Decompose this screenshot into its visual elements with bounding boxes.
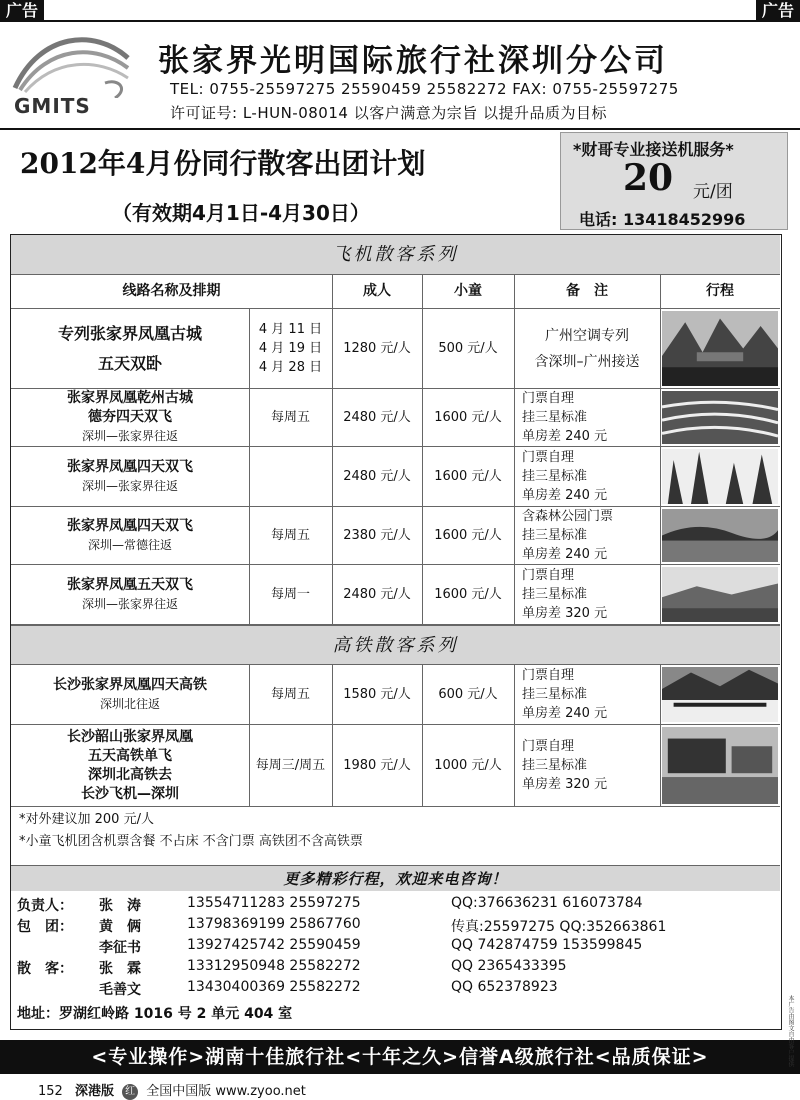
column-divider: [660, 389, 661, 447]
note-line: 门票自理: [522, 568, 575, 583]
route-name: 张家界凤凰四天双飞: [67, 458, 193, 475]
route-name: 深圳北高铁去: [88, 766, 172, 783]
pickup-service-promo: [560, 132, 788, 230]
page-footer: [38, 1080, 306, 1100]
adult-price: 2480 元/人: [343, 410, 411, 425]
column-divider: [514, 725, 515, 807]
column-divider: [249, 309, 250, 389]
adult-price: 2380 元/人: [343, 528, 411, 543]
contact-name: 黄 俩: [99, 919, 141, 935]
column-divider: [660, 665, 661, 725]
note-line: 单房差 240 元: [522, 547, 608, 562]
logo-text: GMITS: [14, 94, 91, 118]
schedule-cell: [249, 565, 332, 624]
table-header-row: [11, 275, 780, 309]
column-divider: [332, 565, 333, 625]
route-name: 德夯四天双飞: [88, 409, 172, 425]
column-divider: [514, 447, 515, 507]
column-divider: [514, 309, 515, 389]
schedule-date: 4 月 19 日: [258, 341, 323, 356]
child-price: 1600 元/人: [434, 587, 502, 602]
route-name-cell: [11, 507, 249, 564]
note-line: 挂三星标准: [522, 687, 588, 702]
schedule-cell: [249, 389, 332, 446]
column-divider: [514, 665, 515, 725]
schedule-date: 每周五: [270, 410, 310, 425]
scenery-photo-icon: [662, 667, 778, 722]
column-divider: [332, 447, 333, 507]
schedule-date: 4 月 28 日: [258, 360, 323, 375]
office-address: 地址：罗湖红岭路 1016 号 2 单元 404 室: [17, 1006, 293, 1022]
note-line: 单房差 320 元: [522, 777, 608, 792]
validity-period: （有效期4月1日-4月30日）: [112, 201, 370, 225]
column-divider: [249, 725, 250, 807]
rail-route-row: [11, 725, 780, 807]
route-name: 张家界凤凰乾州古城: [67, 390, 193, 406]
scenery-photo-icon: [662, 449, 778, 504]
header-note: 备 注: [566, 283, 608, 299]
schedule-cell: [249, 507, 332, 564]
route-name-cell: [11, 665, 249, 724]
itinerary-photo: [662, 391, 778, 444]
route-name-cell: [11, 725, 249, 806]
adult-price: 2480 元/人: [343, 469, 411, 484]
column-divider: [422, 389, 423, 447]
ad-label-left: 广告: [0, 0, 44, 22]
contact-role: 散 客：: [17, 961, 73, 977]
route-name: 长沙飞机—深圳: [81, 785, 179, 802]
route-subtitle: 深圳—张家界往返: [81, 429, 178, 443]
note-line: *对外建议加 200 元/人: [19, 812, 154, 827]
route-name: 张家界凤凰五天双飞: [67, 576, 193, 593]
column-divider: [249, 565, 250, 625]
more-trips-banner: 更多精彩行程，欢迎来电咨询！: [11, 865, 780, 891]
note-cell: [514, 565, 660, 624]
note-cell: [514, 309, 660, 388]
scenery-photo-icon: [662, 311, 778, 386]
note-cell: [514, 665, 660, 724]
company-logo: [10, 28, 135, 123]
route-name: 张家界凤凰四天双飞: [67, 517, 193, 534]
header-child: 小童: [454, 283, 482, 299]
header-route: 线路名称及排期: [122, 283, 221, 299]
note-line: 单房差 240 元: [522, 706, 608, 721]
note-line: 挂三星标准: [522, 528, 588, 543]
contact-phones: 13554711283 25597275: [187, 895, 361, 911]
scenery-photo-icon: [662, 391, 778, 444]
contact-role: 负责人：: [17, 898, 73, 914]
scenery-photo-icon: [662, 567, 778, 622]
column-divider: [422, 725, 423, 807]
column-divider: [332, 507, 333, 565]
header-itinerary: 行程: [706, 283, 734, 299]
route-name: 长沙张家界凤凰四天高铁: [53, 676, 207, 693]
itinerary-photo: [662, 727, 778, 804]
edition-label: 深港版: [74, 1084, 114, 1099]
note-line: 单房差 240 元: [522, 429, 608, 444]
top-rule: [0, 20, 800, 22]
itinerary-photo: [662, 667, 778, 722]
adult-price: 1280 元/人: [343, 341, 411, 356]
child-price: 1600 元/人: [434, 469, 502, 484]
air-route-row: [11, 389, 780, 447]
route-name: 专列张家界凤凰古城: [57, 323, 202, 343]
note-line: 单房差 320 元: [522, 606, 608, 621]
ad-label-right: 广告: [756, 0, 800, 22]
child-price: 600 元/人: [438, 687, 498, 702]
column-divider: [660, 309, 661, 389]
air-route-row: [11, 507, 780, 565]
schedule-date: 每周五: [270, 687, 310, 702]
schedule-cell: [249, 725, 332, 806]
contact-role: 包 团：: [17, 919, 73, 935]
route-name-cell: [11, 309, 249, 388]
contact-name: 李征书: [99, 940, 141, 956]
notes-block: [19, 809, 788, 853]
promo-unit: 元/团: [693, 182, 733, 202]
header-adult: 成人: [363, 283, 391, 299]
promo-phone: 电话: 13418452996: [579, 210, 746, 229]
note-line: 门票自理: [522, 739, 575, 754]
schedule-date: 每周一: [270, 587, 310, 602]
route-name: 五天高铁单飞: [88, 747, 172, 764]
header-rule: [0, 128, 800, 130]
column-divider: [422, 309, 423, 389]
contact-phones: 13798369199 25867760: [187, 916, 361, 932]
schedule-date: 每周三/周五: [255, 758, 326, 773]
route-subtitle: 深圳—张家界往返: [81, 478, 178, 493]
route-subtitle: 深圳—张家界往返: [81, 596, 178, 611]
itinerary-photo: [662, 449, 778, 504]
child-price: 1600 元/人: [434, 528, 502, 543]
schedule-cell: [249, 665, 332, 724]
column-divider: [422, 447, 423, 507]
column-divider: [249, 507, 250, 565]
rail-route-row: [11, 665, 780, 725]
adult-price: 2480 元/人: [343, 587, 411, 602]
schedule-date: 4 月 11 日: [258, 322, 323, 337]
column-divider: [422, 507, 423, 565]
column-divider: [422, 565, 423, 625]
hong-badge-icon: 红: [122, 1084, 138, 1100]
main-title: 2012年4月份同行散客出团计划: [20, 147, 426, 180]
route-name-cell: [11, 447, 249, 506]
route-name-cell: [11, 565, 249, 624]
air-route-row: [11, 447, 780, 507]
route-subtitle: 深圳—常德往返: [87, 537, 172, 552]
section-air-title: 飞机散客系列: [11, 235, 780, 275]
itinerary-photo: [662, 567, 778, 622]
column-divider: [332, 725, 333, 807]
promo-headline: *财哥专业接送机服务*: [573, 140, 734, 159]
column-divider: [249, 389, 250, 447]
site-url[interactable]: 全国中国版 www.zyoo.net: [146, 1084, 306, 1099]
schedule-cell: [249, 309, 332, 388]
contact-phones: 13430400369 25582272: [187, 979, 361, 995]
column-divider: [660, 507, 661, 565]
note-line: 含深圳–广州接送: [534, 353, 640, 370]
note-line: 门票自理: [522, 668, 575, 683]
column-divider: [422, 665, 423, 725]
column-divider: [660, 447, 661, 507]
child-price: 1000 元/人: [434, 758, 502, 773]
column-divider: [514, 565, 515, 625]
note-line: 单房差 240 元: [522, 488, 608, 503]
contact-qq: 传真:25597275 QQ:352663861: [451, 919, 667, 935]
column-divider: [514, 275, 515, 309]
note-line: *小童飞机团含机票含餐 不占床 不含门票 高铁团不含高铁票: [19, 834, 363, 849]
note-line: 挂三星标准: [522, 587, 588, 602]
column-divider: [249, 447, 250, 507]
column-divider: [249, 665, 250, 725]
logo-swoosh-icon: [10, 28, 135, 98]
column-divider: [660, 725, 661, 807]
contact-name: 张 涛: [99, 898, 141, 914]
contact-qq: QQ:376636231 616073784: [451, 895, 643, 911]
note-line: 门票自理: [522, 391, 575, 406]
scenery-photo-icon: [662, 509, 778, 562]
itinerary-photo: [662, 311, 778, 386]
scenery-photo-icon: [662, 727, 778, 804]
note-line: 挂三星标准: [522, 469, 588, 484]
note-line: 含森林公园门票: [522, 509, 614, 524]
license-line: 许可证号: L-HUN-08014 以客户满意为宗旨 以提升品质为目标: [170, 104, 607, 122]
note-cell: [514, 389, 660, 446]
contact-phones: 13927425742 25590459: [187, 937, 361, 953]
column-divider: [332, 389, 333, 447]
contact-qq: QQ 742874759 153599845: [451, 937, 643, 953]
contact-qq: QQ 2365433395: [451, 958, 567, 974]
section-rail-title: 高铁散客系列: [11, 625, 780, 665]
note-cell: [514, 507, 660, 564]
column-divider: [332, 309, 333, 389]
note-line: 挂三星标准: [522, 410, 588, 425]
route-name: 长沙韶山张家界凤凰: [67, 728, 193, 745]
schedule-cell: [249, 447, 332, 506]
company-name: 张家界光明国际旅行社深圳分公司: [158, 43, 668, 79]
note-line: 挂三星标准: [522, 758, 588, 773]
contact-name: 毛善文: [99, 982, 141, 998]
itinerary-photo: [662, 509, 778, 562]
column-divider: [514, 389, 515, 447]
bottom-banner: <专业操作>湖南十佳旅行社<十年之久>信誉A级旅行社<品质保证>: [0, 1040, 800, 1074]
column-divider: [332, 665, 333, 725]
route-name-cell: [11, 389, 249, 446]
tel-line: TEL: 0755-25597275 25590459 25582272 FAX: 0755-25597275: [170, 80, 679, 98]
route-subtitle: 深圳北往返: [99, 696, 160, 711]
column-divider: [660, 275, 661, 309]
note-cell: [514, 725, 660, 806]
route-name: 五天双卧: [97, 353, 162, 373]
schedule-date: 每周五: [270, 528, 310, 543]
tour-schedule-table: [10, 234, 782, 1030]
column-divider: [422, 275, 423, 309]
note-cell: [514, 447, 660, 506]
adult-price: 1980 元/人: [343, 758, 411, 773]
column-divider: [660, 565, 661, 625]
column-divider: [514, 507, 515, 565]
child-price: 500 元/人: [438, 341, 498, 356]
child-price: 1600 元/人: [434, 410, 502, 425]
note-line: 广州空调专列: [545, 327, 629, 344]
side-disclaimer: 本广告由图文自由客户提供: [787, 995, 794, 1067]
note-line: 门票自理: [522, 450, 575, 465]
column-divider: [332, 275, 333, 309]
air-route-row: [11, 309, 780, 389]
promo-price: 20: [623, 157, 674, 199]
contact-phones: 13312950948 25582272: [187, 958, 361, 974]
air-route-row: [11, 565, 780, 625]
page-number: 152: [38, 1084, 63, 1099]
contact-qq: QQ 652378923: [451, 979, 558, 995]
contact-name: 张 霖: [99, 961, 141, 977]
adult-price: 1580 元/人: [343, 687, 411, 702]
